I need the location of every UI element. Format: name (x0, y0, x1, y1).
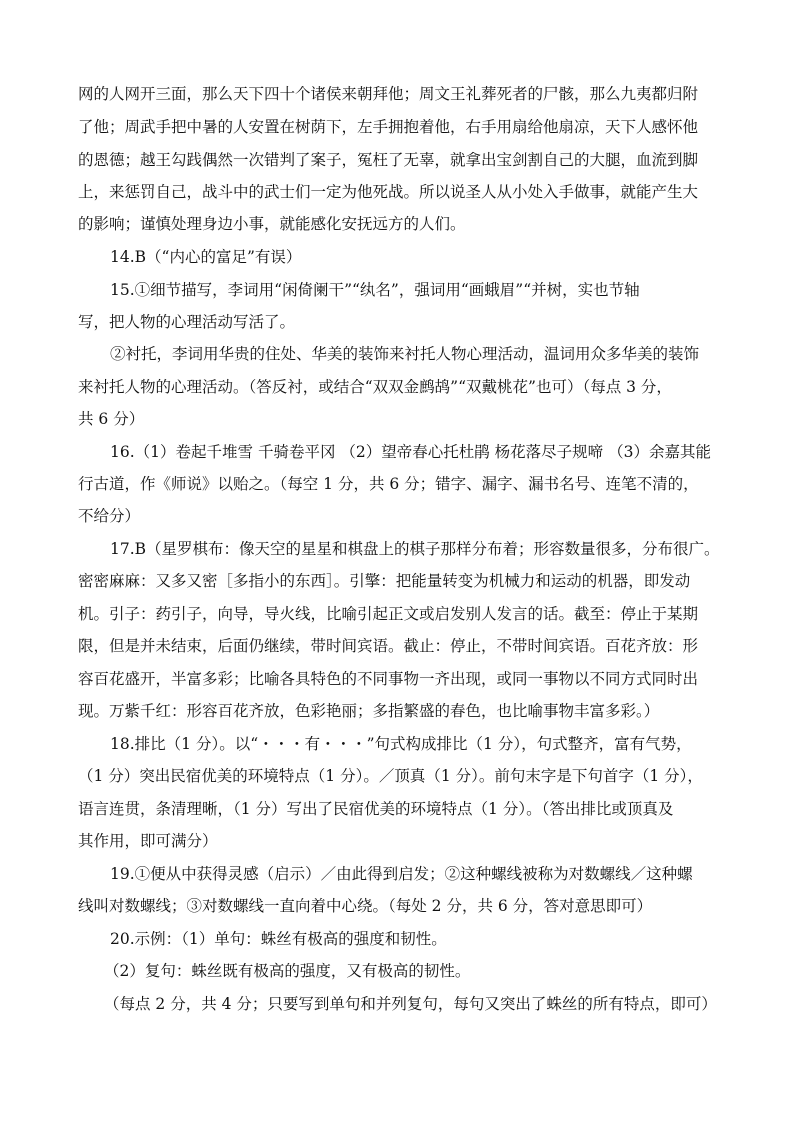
answer-19: 19.①便从中获得灵感（启示）／由此得到启发；②这种螺线被称为对数螺线／这种螺 (110, 865, 693, 883)
text-line: 机。引子：药引子，向导，导火线，比喻引起正文或启发别人发言的话。截至：停止于某期 (78, 605, 699, 623)
text-line: （每点 2 分，共 4 分；只要写到单句和并列复句，每句又突出了蛛丝的所有特点，即可） (104, 995, 717, 1013)
text-line: 共 6 分） (78, 410, 145, 428)
text-line: 的恩德；越王勾践偶然一次错判了案子，冤枉了无辜，就拿出宝剑割自己的大腿，血流到脚 (78, 151, 699, 169)
text-line: 了他；周武手把中暑的人安置在树荫下，左手拥抱着他，右手用扇给他扇凉，天下人感怀他 (78, 118, 699, 136)
answer-17: 17.B（星罗棋布：像天空的星星和棋盘上的棋子那样分布着；形容数量很多，分布很广。 (110, 540, 720, 558)
text-line: 上，来惩罚自己，战斗中的武士们一定为他死战。所以说圣人从小处入手做事，就能产生大 (78, 183, 699, 201)
text-line: （1 分）突出民宿优美的环境特点（1 分）。／顶真（1 分）。前句末字是下句首字（1 分）， (78, 767, 703, 785)
answer-16: 16.（1）卷起千堆雪 千骑卷平冈 （2）望帝春心托杜鹃 杨花落尽子规啼 （3）余嘉其能 (110, 443, 711, 461)
answer-18: 18.排比（1 分）。以“・・・有・・・”句式构成排比（1 分），句式整齐，富有气势， (110, 735, 692, 753)
text-line: 其作用，即可满分） (78, 832, 218, 850)
text-line: 限，但是并未结束，后面仍继续，带时间宾语。截止：停止，不带时间宾语。百花齐放：形 (78, 637, 699, 655)
text-line: 线叫对数螺线；③对数螺线一直向着中心绕。（每处 2 分，共 6 分，答对意思即可） (78, 897, 653, 915)
text-line: 来衬托人物的心理活动。（答反衬，或结合“双双金鹧鸪”“双戴桃花”也可）（每点 3 分， (78, 378, 672, 396)
answer-14: 14.B（“内心的富足”有误） (110, 248, 302, 266)
text-line: 语言连贯，条清理晰，（1 分）写出了民宿优美的环境特点（1 分）。（答出排比或顶真及 (78, 800, 674, 818)
answer-15: 15.①细节描写，李词用“闲倚阑干”“纨名”，强词用“画蛾眉”“并树，实也节轴 (110, 281, 640, 299)
text-line: 不给分） (78, 507, 141, 525)
text-line: 的影响；谨慎处理身边小事，就能感化安抚远方的人们。 (78, 215, 466, 233)
text-line: ②衬托，李词用华贵的住处、华美的装饰来衬托人物心理活动，温词用众多华美的装饰 (110, 345, 700, 363)
text-line: 网的人网开三面，那么天下四十个诸侯来朝拜他；周文王礼葬死者的尸骸，那么九夷都归附 (78, 85, 699, 103)
text-line: 现。万紫千红：形容百花齐放，色彩艳丽；多指繁盛的春色，也比喻事物丰富多彩。） (78, 702, 660, 720)
text-line: 行古道，作《师说》以贻之。（每空 1 分，共 6 分；错字、漏字、漏书名号、连笔不清的， (78, 475, 699, 493)
text-line: （2）复句：蛛丝既有极高的强度，又有极高的韧性。 (104, 962, 471, 980)
text-line: 密密麻麻：又多又密［多指小的东西］。引擎：把能量转变为机械力和运动的机器，即发动 (78, 572, 691, 590)
text-line: 容百花盛开，半富多彩；比喻各具特色的不同事物一齐出现，或同一事物以不同方式同时出 (78, 670, 699, 688)
text-line: 写，把人物的心理活动写活了。 (78, 313, 296, 331)
answer-20: 20.示例：（1）单句：蛛丝有极高的强度和韧性。 (110, 930, 447, 948)
